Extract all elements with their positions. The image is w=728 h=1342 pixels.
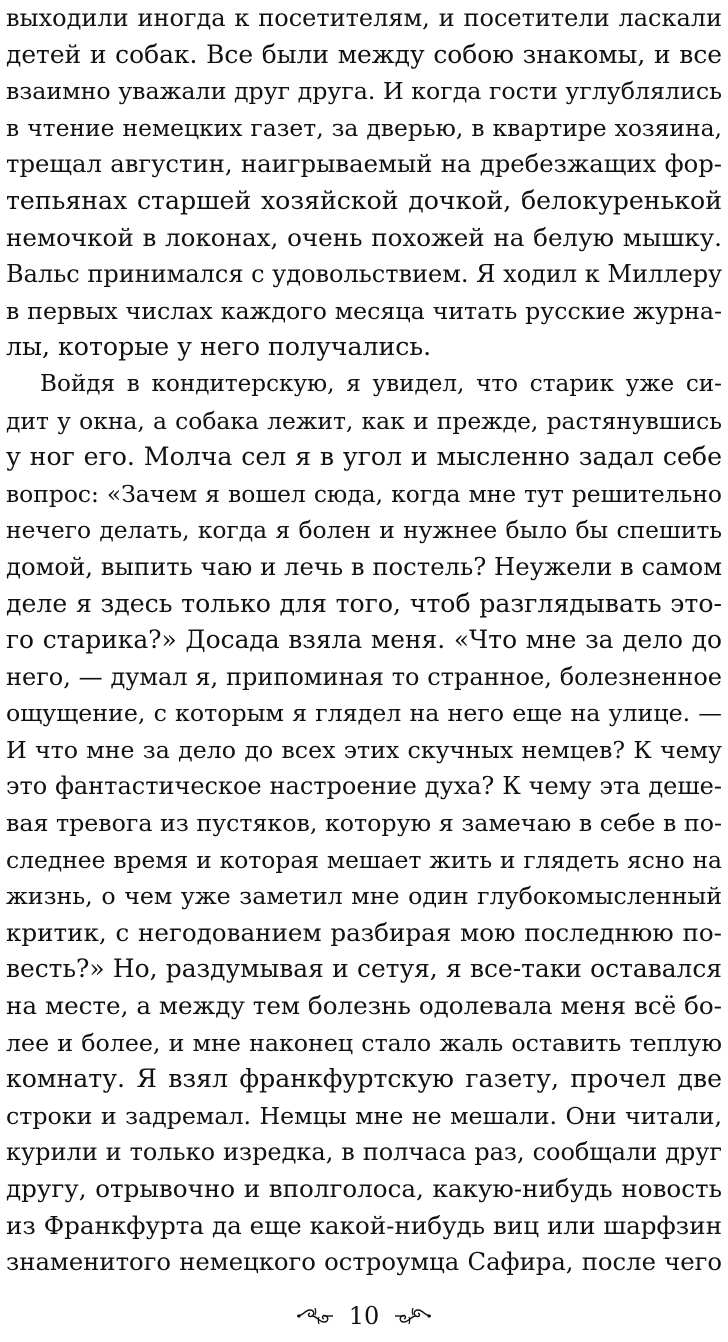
text-line: нечего делать, когда я болен и нужнее было бы спешить xyxy=(6,516,722,545)
text-line: знаменитого немецкого остроумца Сафира, после чего xyxy=(6,1247,722,1277)
text-line: жизнь, о чем уже заметил мне один глубокомысленный xyxy=(6,882,722,911)
page-number: 10 xyxy=(348,1302,380,1330)
text-line: другу, отрывочно и вполголоса, какую-нибудь новость xyxy=(6,1174,722,1203)
text-line: Войдя в кондитерскую, я увидел, что старик уже си- xyxy=(40,370,722,397)
text-line: тепьянах старшей хозяйской дочкой, белокуренькой xyxy=(6,185,722,215)
text-line: Вальс принимался с удовольствием. Я ходил к Миллеру xyxy=(6,260,723,289)
text-line: следнее время и которая мешает жить и глядеть ясно на xyxy=(6,845,722,874)
text-line: деле я здесь только для того, чтоб разглядывать это- xyxy=(6,588,722,618)
ornament-right-icon xyxy=(393,1304,433,1328)
ornament-left-icon xyxy=(295,1304,335,1328)
text-line: строки и задремал. Немцы мне не мешали. Они читали, xyxy=(6,1101,722,1130)
text-line: детей и собак. Все были между собою знакомы, и все xyxy=(6,39,722,69)
text-line: лы, которые у него получались. xyxy=(6,332,432,362)
text-line: критик, с негодованием разбирая мою последнюю по- xyxy=(6,917,722,947)
text-line: вая тревога из пустяков, которую я замечаю в себе в по- xyxy=(6,809,722,838)
text-line: дит у окна, а собака лежит, как и прежде, растянувшись xyxy=(6,406,722,435)
text-line: трещал августин, наигрываемый на дребезжащих фор- xyxy=(6,149,722,179)
text-line: в чтение немецких газет, за дверью, в квартире хозяина, xyxy=(6,113,722,142)
text-line: у ног его. Молча сел я в угол и мысленно задал себе xyxy=(6,442,722,472)
text-line: выходили иногда к посетителям, и посетители ласкали xyxy=(6,4,722,32)
text-line: курили и только изредка, в полчаса раз, сообщали друг xyxy=(6,1138,722,1167)
text-line: го старика?» Досада взяла меня. «Что мне за дело до xyxy=(6,625,722,655)
text-line: вопрос: «Зачем я вошел сюда, когда мне тут решительно xyxy=(6,479,722,508)
text-line: весть?» Но, раздумывая и сетуя, я все-таки оставался xyxy=(6,954,722,984)
text-line: это фантастическое настроение духа? К чему эта деше- xyxy=(6,772,722,801)
text-line: комнату. Я взял франкфуртскую газету, прочел две xyxy=(6,1064,722,1094)
text-body xyxy=(6,0,722,1281)
text-line: домой, выпить чаю и лечь в постель? Неужели в самом xyxy=(6,551,722,581)
text-line: лее и более, и мне наконец стало жаль оставить теплую xyxy=(6,1028,722,1057)
page-footer xyxy=(0,1296,728,1336)
text-line: И что мне за дело до всех этих скучных немцев? К чему xyxy=(6,735,722,764)
text-line: него, — думал я, припоминая то странное, болезненное xyxy=(6,662,722,691)
text-line: ощущение, с которым я глядел на него еще на улице. — xyxy=(6,699,722,728)
text-line: на месте, а между тем болезнь одолевала меня всё бо- xyxy=(6,991,722,1021)
text-line: немочкой в локонах, очень похожей на белую мышку. xyxy=(6,222,722,252)
text-line: в первых числах каждого месяца читать русские журна- xyxy=(6,296,722,325)
text-line: из Франкфурта да еще какой-нибудь виц или шарфзин xyxy=(6,1210,722,1240)
text-line: взаимно уважали друг друга. И когда гости углублялись xyxy=(6,77,722,106)
